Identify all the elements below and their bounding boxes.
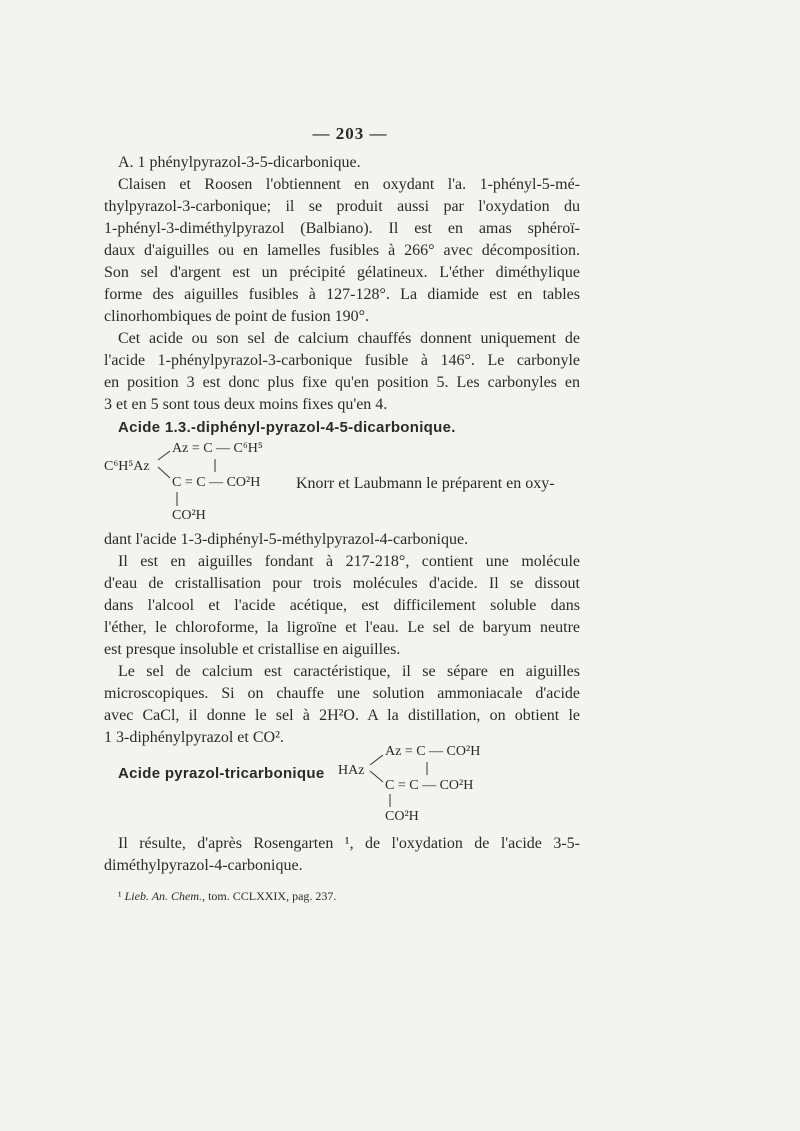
footnote-source: Lieb. An. Chem.,	[124, 889, 206, 903]
formula-middle-line: C = C — CO²H	[385, 778, 474, 793]
footnote	[118, 889, 336, 904]
text-line: 1 3-diphénylpyrazol et CO².	[104, 729, 284, 746]
text-line: Claisen et Roosen l'obtiennent en oxydant l'a. 1-phényl-5-mé-	[118, 176, 580, 193]
text-line: forme des aiguilles fusibles à 127-128°. La diamide est en tables	[104, 286, 580, 303]
formula-top-line: Az = C — C⁶H⁵	[172, 441, 263, 456]
text-line: Cet acide ou son sel de calcium chauffés donnent uniquement de	[118, 330, 580, 347]
text-line: Son sel d'argent est un précipité gélatineux. L'éther diméthylique	[104, 264, 580, 281]
text-line: en position 3 est donc plus fixe qu'en position 5. Les carbonyles en	[104, 374, 580, 391]
text-line: Le sel de calcium est caractéristique, il se sépare en aiguilles	[118, 663, 580, 680]
text-line: thylpyrazol-3-carbonique; il se produit aussi par l'oxydation du	[104, 198, 580, 215]
text-line: Il résulte, d'après Rosengarten ¹, de l'oxydation de l'acide 3-5-	[118, 835, 580, 852]
section-heading: Acide pyrazol-tricarbonique	[118, 765, 325, 782]
text-line: est presque insoluble et cristallise en aiguilles.	[104, 641, 401, 658]
text-line: l'acide 1-phénylpyrazol-3-carbonique fusible à 146°. Le carbonyle	[104, 352, 580, 369]
text-line: 1-phényl-3-diméthylpyrazol (Balbiano). Il est en amas sphéroï-	[104, 220, 580, 237]
text-line: A. 1 phénylpyrazol-3-5-dicarbonique.	[118, 154, 361, 171]
formula-group: HAz	[338, 763, 365, 778]
formula-top-line: Az = C — CO²H	[385, 744, 481, 759]
footnote-reference: tom. CCLXXIX, pag. 237.	[208, 889, 337, 903]
text-line: diméthylpyrazol-4-carbonique.	[104, 857, 303, 874]
text-line: d'eau de cristallisation pour trois molécules d'acide. Il se dissout	[104, 575, 580, 592]
formula-middle-line: C = C — CO²H	[172, 475, 261, 490]
text-line: dant l'acide 1-3-diphényl-5-méthylpyrazol-4-carbonique.	[104, 531, 469, 548]
text-line: 3 et en 5 sont tous deux moins fixes qu'en 4.	[104, 396, 388, 413]
formula-bottom-line: CO²H	[172, 508, 206, 523]
text-line: clinorhombiques de point de fusion 190°.	[104, 308, 370, 325]
footnote-marker: ¹	[118, 889, 122, 903]
section-heading: Acide 1.3.-diphényl-pyrazol-4-5-dicarbonique.	[118, 419, 456, 436]
text-line: Knorr et Laubmann le préparent en oxy-	[296, 475, 555, 492]
text-line: Il est en aiguilles fondant à 217-218°, contient une molécule	[118, 553, 580, 570]
page-number: — 203 —	[312, 124, 388, 143]
text-line: l'éther, le chloroforme, la ligroïne et l'eau. Le sel de baryum neutre	[104, 619, 580, 636]
text-line: microscopiques. Si on chauffe une solution ammoniacale d'acide	[104, 685, 580, 702]
formula-group: C⁶H⁵Az	[104, 459, 150, 474]
text-line: dans l'alcool et l'acide acétique, est difficilement soluble dans	[104, 597, 580, 614]
formula-bottom-line: CO²H	[385, 809, 419, 824]
text-line: daux d'aiguilles ou en lamelles fusibles à 266° avec décomposition.	[104, 242, 580, 259]
text-line: avec CaCl, il donne le sel à 2H²O. A la distillation, on obtient le	[104, 707, 580, 724]
